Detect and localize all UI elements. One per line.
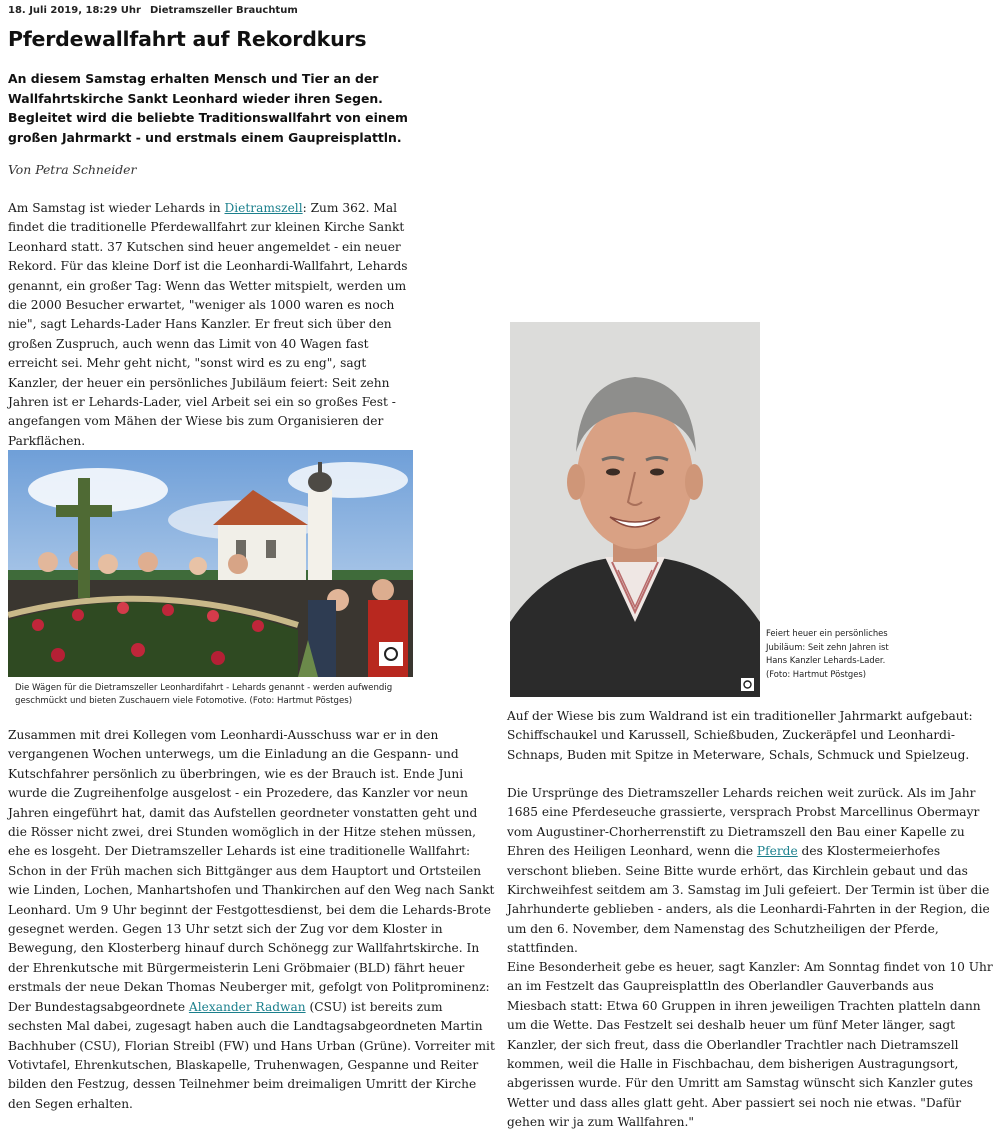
article-meta [8, 5, 298, 16]
photo-hans-kanzler[interactable] [510, 322, 760, 697]
article-lead: An diesem Samstag erhalten Mensch und Tier an der Wallfahrtskirche Sankt Leonhard wieder ihren Segen. Begleitet wird die beliebte Traditionswallfahrt von einem großen Jahrmarkt - und erstmals einem Gaupreisplattln. [8, 71, 408, 145]
photo-hans-kanzler-image [510, 322, 760, 697]
paragraph-5: Eine Besonderheit gebe es heuer, sagt Kanzler: Am Sonntag findet von 10 Uhr an im Festzelt das Gaupreisplattln des Oberlandler Gauverbands aus Miesbach statt: Etwa 60 Gruppen in ihren jeweiligen Trachten platteln dann um die Wette. Das Festzelt sei deshalb heuer um fünf Meter länger, sagt Kanzler, der sich freut, dass die Oberlandler Trachtler nach Dietramszell kommen, weil die Halle in Fischbachau, dem bisherigen Austragungsort, abgerissen wurde. Für den Umritt am Samstag wünscht sich Kanzler gutes Wetter und dass alles glatt geht. Aber passiert sei noch nie etwas. "Dafür gehen wir ja zum Wallfahren." [507, 960, 993, 1130]
paragraph-2: Zusammen mit drei Kollegen vom Leonhardi-Ausschuss war er in den vergangenen Wochen unterwegs, um die Einladung an die Gespann- und Kutschfahrer persönlich zu überbringen, wie es der Brauch ist. Ende Juni wurde die Zugreihenfolge ausgelost - ein Prozedere, das Kanzler vor neun Jahren eingeführt hat, damit das Aufstellen geordneter vonstatten geht und die Rösser nicht zwei, drei Stunden womöglich in der Hitze stehen müssen, ehe es losgeht. Der Dietramszeller Lehards ist eine traditionelle Wallfahrt: Schon in der Früh machen sich Bittgänger aus dem Hauptort und Ortsteilen wie Linden, Lochen, Manhartshofen und Thankirchen auf den Weg nach Sankt Leonhard. Um 9 Uhr beginnt der Festgottesdienst, bei dem die Lehards-Brote gesegnet werden. Gegen 13 Uhr setzt sich der Zug vor dem Kloster in Bewegung, den Klosterberg hinauf durch Schönegg zur Wallfahrtskirche. In der Ehrenkutsche mit Bürgermeisterin Leni Gröbmaier (BLD) fährt heuer erstmals der neue Dekan Thomas Neuberger mit, gefolgt von Politprominenz: Der Bundestagsabgeordnete Alexander Radwan (CSU) ist bereits zum sechsten Mal dabei, zugesagt haben auch die Landtagsabgeordneten Martin Bachhuber (CSU), Florian Streibl (FW) und Hans Urban (Grüne). Vorreiter mit Votivtafel, Ehrenkutschen, Blaskapelle, Truhenwagen, Gespanne und Reiter bilden den Festzug, dessen Teilnehmer beim dreimaligen Umritt der Kirche den Segen erhalten. [8, 728, 495, 1111]
link-dietramszell[interactable]: Dietramszell [224, 201, 303, 215]
paragraph-1: Am Samstag ist wieder Lehards in Dietramszell: Zum 362. Mal findet die traditionelle Pferdewallfahrt zur kleinen Kirche Sankt Leonhard statt. 37 Kutschen sind heuer angemeldet - ein neuer Rekord. Für das kleine Dorf ist die Leonhardi-Wallfahrt, Lehards genannt, ein großer Tag: Wenn das Wetter mitspielt, werden um die 2000 Besucher erwartet, "weniger als 1000 waren es noch nie", sagt Lehards-Lader Hans Kanzler. Er freut sich über den großen Zuspruch, auch wenn das Limit von 40 Wagen fast erreicht sei. Mehr geht nicht, "sonst wird es zu eng", sagt Kanzler, der heuer ein persönliches Jubiläum feiert: Seit zehn Jahren ist er Lehards-Lader, viel Arbeit sei ein so großes Fest - angefangen vom Mähen der Wiese bis zum Organisieren der Parkflächen. [8, 201, 408, 448]
link-alexander-radwan[interactable]: Alexander Radwan [188, 999, 306, 1014]
photo-leonhardifahrt-image [8, 450, 413, 677]
link-pferde[interactable]: Pferde [756, 844, 798, 859]
publish-date: 18. Juli 2019, 18:29 Uhr [8, 5, 141, 16]
paragraph-3: Auf der Wiese bis zum Waldrand ist ein traditioneller Jahrmarkt aufgebaut: Schiffschaukel und Karussell, Schießbuden, Zuckeräpfel und Leonhardi-Schnaps, Buden mit Spitze in Meterware, Schals, Schmuck und Spielzeug. [507, 709, 973, 762]
article-title: Pferdewallfahrt auf Rekordkurs [8, 27, 367, 51]
article-author: Von Petra Schneider [8, 162, 137, 177]
category-label: Dietramszeller Brauchtum [149, 5, 298, 16]
photo-leonhardifahrt[interactable] [8, 450, 413, 677]
paragraph-4: Die Ursprünge des Dietramszeller Lehards reichen weit zurück. Als im Jahr 1685 eine Pferdeseuche grassierte, versprach Probst Marcellinus Obermayr vom Augustiner-Chorherrenstift zu Dietramszell den Bau einer Kapelle zu Ehren des Heiligen Leonhard, wenn die Pferde des Klostermeierhofes verschont blieben. Seine Bitte wurde erhört, das Kirchlein gebaut und das Kirchweihfest seitdem am 3. Samstag im Juli gefeiert. Der Termin ist über die Jahrhunderte geblieben - anders, als die Leonhardi-Fahrten in der Region, die um den 6. November, dem Namenstag des Schutzheiligen der Pferde, stattfinden. [507, 786, 990, 956]
photo-leonhardifahrt-caption: Die Wägen für die Dietramszeller Leonhardifahrt - Lehards genannt - werden aufwendig geschmückt und bieten Zuschauern viele Fotomotive. (Foto: Hartmut Pöstges) [15, 683, 393, 706]
photo-hans-kanzler-caption: Feiert heuer ein persönliches Jubiläum: Seit zehn Jahren ist Hans Kanzler Lehards-Lader. (Foto: Hartmut Pöstges) [766, 628, 889, 679]
